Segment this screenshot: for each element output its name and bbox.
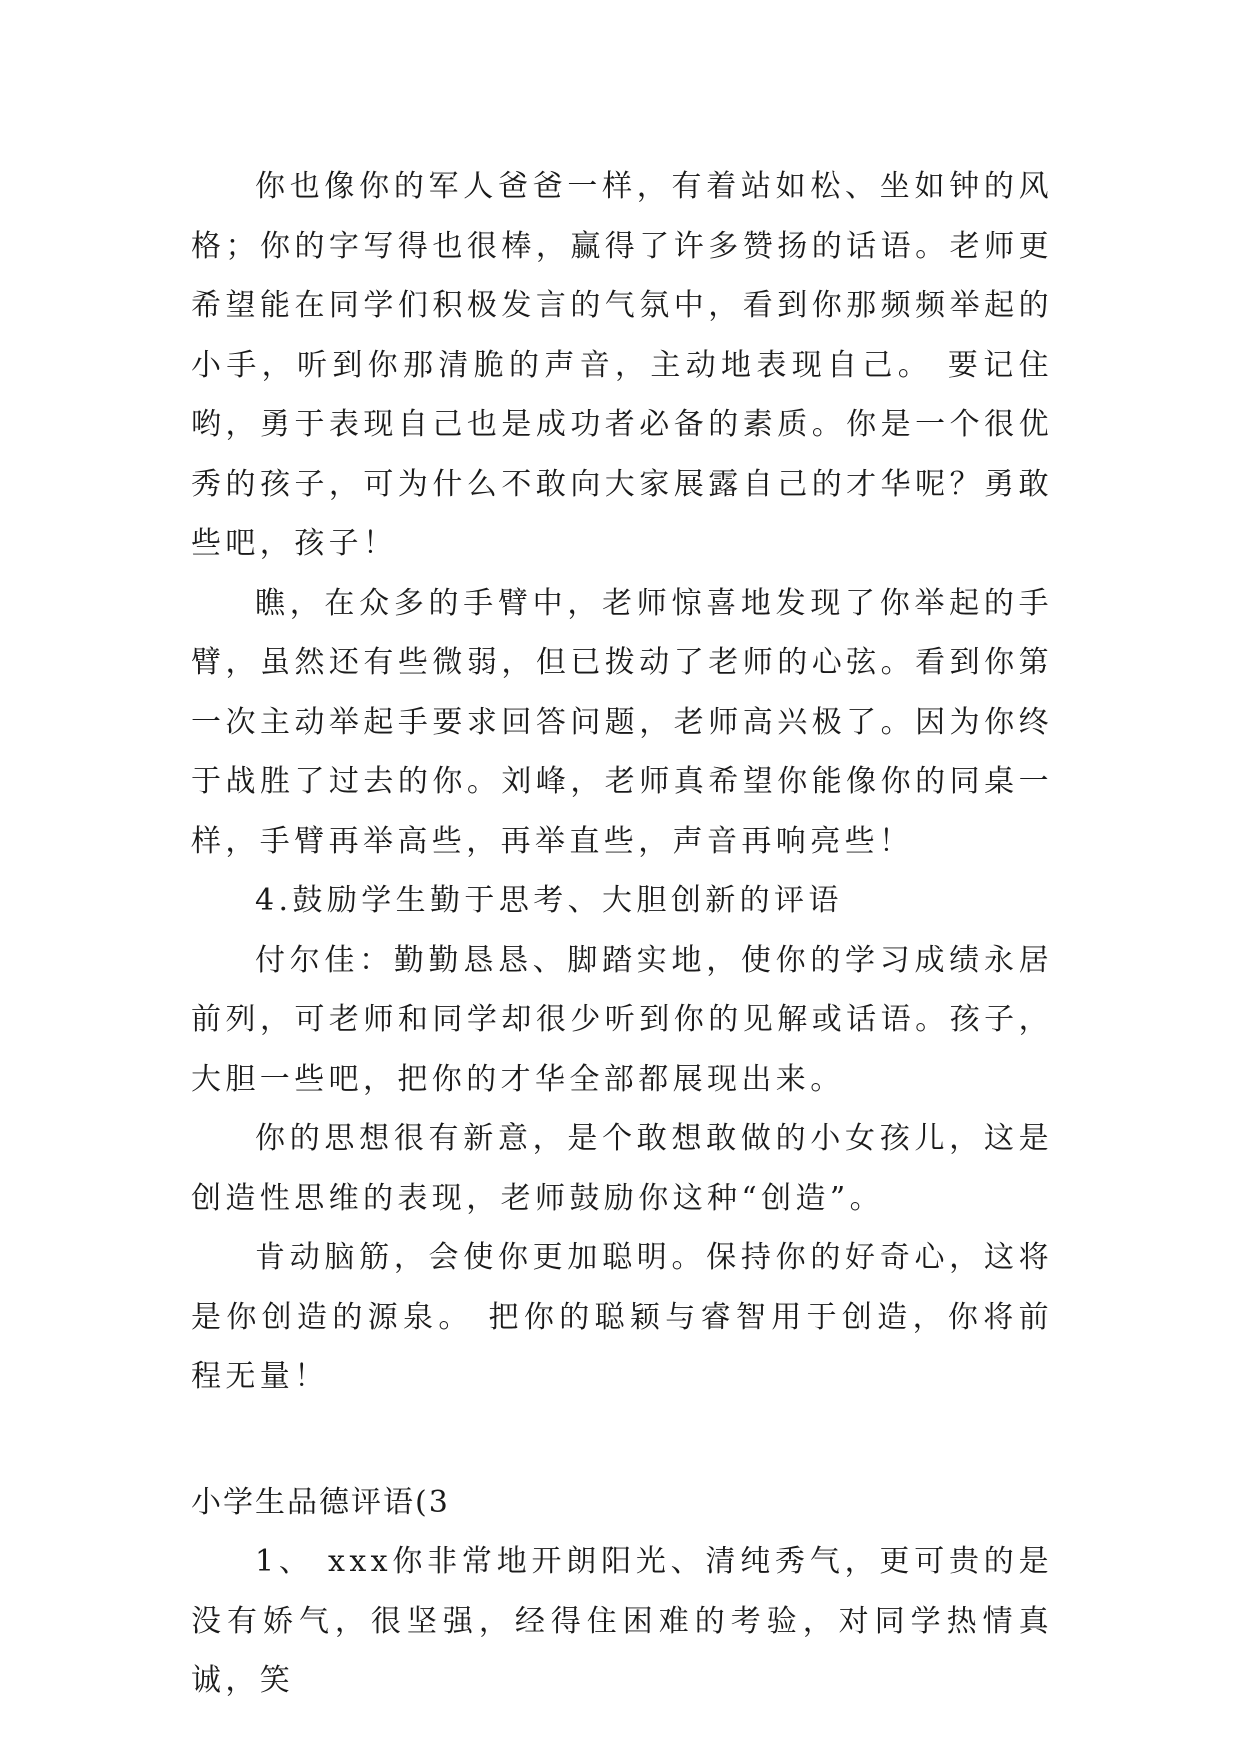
paragraph-raised-arm: 瞧，在众多的手臂中，老师惊喜地发现了你举起的手臂，虽然还有些微弱，但已拨动了老师的心弦。看到你第一次主动举起手要求回答问题，老师高兴极了。因为你终于战胜了过去的你。刘峰，老师真希望你能像你的同桌一样，手臂再举高些，再举直些，声音再响亮些！: [191, 585, 1053, 859]
paragraph-creative-thinking: 你的思想很有新意，是个敢想敢做的小女孩儿，这是创造性思维的表现，老师鼓励你这种“创造”。: [191, 1121, 1053, 1216]
subheading-encourage-thinking: 4.鼓励学生勤于思考、大胆创新的评语: [255, 883, 843, 918]
paragraph-military-father: 你也像你的军人爸爸一样，有着站如松、坐如钟的风格；你的字写得也很棒，赢得了许多赞扬的话语。老师更希望能在同学们积极发言的气氛中，看到你那频频举起的小手，听到你那清脆的声音，主动地表现自己。 要记住哟，勇于表现自己也是成功者必备的素质。你是一个很优秀的孩子，可为什么不敢向大家展露自己的才华呢？勇敢些吧，孩子！: [191, 169, 1053, 561]
paragraph-item-1: 1、 xxx你非常地开朗阳光、清纯秀气，更可贵的是没有娇气，很坚强，经得住困难的考验，对同学热情真诚，笑: [191, 1544, 1053, 1698]
paragraph-curiosity: 肯动脑筋，会使你更加聪明。保持你的好奇心，这将是你创造的源泉。 把你的聪颖与睿智用于创造，你将前程无量！: [191, 1240, 1053, 1394]
paragraph-fu-erjia: 付尔佳：勤勤恳恳、脚踏实地，使你的学习成绩永居前列，可老师和同学却很少听到你的见解或话语。孩子，大胆一些吧，把你的才华全部都展现出来。: [191, 942, 1053, 1097]
section-title: 小学生品德评语(3: [191, 1484, 450, 1520]
document-body: [191, 157, 1053, 1711]
